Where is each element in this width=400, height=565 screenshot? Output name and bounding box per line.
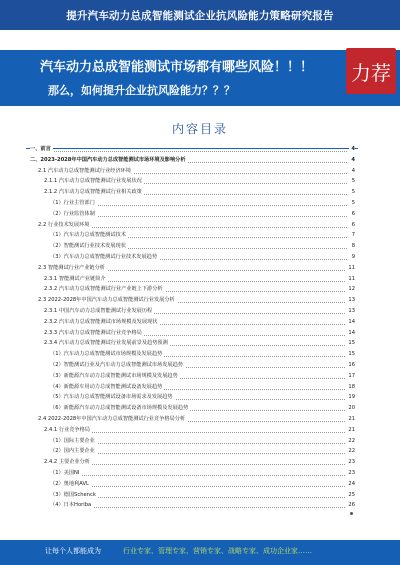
toc-leader-dots <box>50 485 347 487</box>
hero-subheadline: 那么，如何提升企业抗风险能力？？？ <box>48 84 235 97</box>
toc-entry-text: （2）行业监管体制 <box>50 210 95 217</box>
toc-entry-page: 6 <box>351 221 355 228</box>
toc-entry-page: 19 <box>348 394 355 401</box>
toc-entry-text: 2.2 行业技术发展环境 <box>38 221 90 228</box>
toc-entry[interactable] <box>30 480 355 489</box>
toc-entry-page: 14 <box>348 329 355 336</box>
toc-entry-page: 20 <box>348 405 355 412</box>
toc-entry-text: 2.3.2 汽车动力总成智能测试行业产业链上下游分析 <box>44 286 163 293</box>
toc-entry[interactable] <box>30 329 355 338</box>
toc-entry-page: 5 <box>351 200 355 206</box>
toc-entry-text: 二、2023-2028年中国汽车动力总成智能测试市场环境及影响分析 <box>30 156 186 163</box>
table-of-contents <box>30 145 355 520</box>
toc-entry-page: 14 <box>348 318 355 325</box>
toc-entry-text: （4）日本Horiba <box>50 502 92 509</box>
toc-entry-page: 26 <box>348 502 355 509</box>
toc-entry-page: 15 <box>348 351 355 358</box>
report-title: 提升汽车动力总成智能测试企业抗风险能力策略研究报告 <box>66 9 334 22</box>
toc-entry[interactable] <box>30 210 355 219</box>
toc-entry[interactable] <box>30 469 355 478</box>
toc-entry-page: 7 <box>351 232 355 239</box>
toc-entry[interactable] <box>30 350 355 359</box>
toc-entry[interactable] <box>30 285 355 294</box>
toc-entry-text: 一、前言 <box>30 146 51 152</box>
toc-entry-text: 2.4 2022-2028年中国汽车动力总成智能测试行业竞争格局分析 <box>38 416 186 422</box>
toc-entry-text: （2）奥地利AVL <box>50 480 89 487</box>
toc-entry-text: 2.4.1 行业竞争格局 <box>44 426 90 433</box>
toc-entry-page: 25 <box>348 491 355 498</box>
toc-entry[interactable] <box>30 264 355 273</box>
toc-entry-page: 18 <box>348 383 355 390</box>
toc-entry-text: 2.3.2 汽车动力总成智能测试市场规模及发展现状 <box>44 318 158 325</box>
toc-entry-page: 5 <box>351 178 355 185</box>
toc-entry-text: （1）汽车动力总成智能测试技术 <box>50 232 126 239</box>
toc-entry-page: 9 <box>351 254 355 260</box>
toc-entry[interactable] <box>30 167 355 176</box>
toc-entry-text: 2.3.1 智能测试产业链简介 <box>44 275 106 282</box>
toc-entry[interactable] <box>30 231 355 240</box>
toc-entry-page: 22 <box>348 437 355 444</box>
toc-entry-text: 2.1 汽车动力总成智能测试行业经济环境 <box>38 167 131 174</box>
toc-entry[interactable] <box>30 145 355 154</box>
toc-entry-page: 23 <box>348 470 355 476</box>
toc-entry[interactable] <box>30 188 355 197</box>
toc-entry-text: 2.1.2 汽车动力总成智能测试行业相关政策 <box>44 189 142 196</box>
toc-entry-text: 2.3 2022-2028年中国汽车动力总成智能测试行业发展分析 <box>38 297 175 304</box>
toc-entry[interactable] <box>30 415 355 424</box>
toc-entry[interactable] <box>30 177 355 186</box>
toc-entry-page: 4 <box>351 167 355 174</box>
toc-entry-page: 13 <box>348 297 355 304</box>
toc-entry[interactable] <box>30 339 355 348</box>
toc-title: 内容目录 <box>171 122 228 136</box>
footer-tags: 行业专家、管理专家、营销专家、战略专家、成功企业家…… <box>123 547 312 555</box>
toc-entry-text: 2.1.1 汽车动力总成智能测试行业发展状况 <box>44 178 142 185</box>
toc-entry[interactable] <box>30 491 355 500</box>
toc-entry-page: 17 <box>348 372 355 379</box>
toc-entry-text: （1）汽车动力总成智能测试市场规模及发展趋势 <box>50 351 163 358</box>
toc-entry-text: 2.3.1 中国汽车动力总成智能测试行业发展历程 <box>44 308 153 314</box>
toc-entry[interactable] <box>30 404 355 413</box>
toc-entry-text: （1）国际主要企业 <box>50 437 95 444</box>
toc-entry-text: （4）新能源车用动力总成智能测试设备发展趋势 <box>50 383 163 390</box>
toc-entry-text: （1）行业主管部门 <box>50 200 95 206</box>
toc-entry-page: 15 <box>348 340 355 347</box>
toc-entry-text: （2）国内主要企业 <box>50 448 95 455</box>
page-marker <box>350 512 353 515</box>
toc-entry[interactable] <box>30 242 355 251</box>
toc-entry-text: 2.3.4 汽车动力总成智能测试行业发展前景及趋势预测 <box>44 340 168 347</box>
toc-entry-text: （2）智能测试行业技术发展现状 <box>50 243 126 250</box>
toc-entry-page: 11 <box>348 264 355 271</box>
toc-entry-text: （2）智能测试行业及汽车动力总成智能测试市场发展趋势 <box>50 362 183 368</box>
toc-entry[interactable] <box>30 437 355 446</box>
toc-entry-text: （3）汽车动力总成智能测试行业技术发展趋势 <box>50 254 158 260</box>
toc-entry-page: 8 <box>351 243 355 250</box>
toc-entry[interactable] <box>30 361 355 370</box>
toc-entry-page: 16 <box>348 362 355 368</box>
toc-entry-page: 4 <box>351 156 355 163</box>
toc-leader-dots <box>30 150 347 152</box>
toc-entry-page: 5 <box>351 189 355 196</box>
toc-entry-text: （3）德国Schenck <box>50 491 96 498</box>
toc-entry-page: 21 <box>348 416 355 422</box>
toc-entry-page: 24 <box>348 480 355 487</box>
toc-leader-dots <box>50 474 347 476</box>
toc-entry-text: （5）汽车动力总成智能测试设备市场需求及发展趋势 <box>50 394 173 401</box>
toc-entry[interactable] <box>30 318 355 327</box>
toc-entry-page: 6 <box>351 210 355 217</box>
toc-entry[interactable] <box>30 447 355 456</box>
toc-entry[interactable] <box>30 383 355 392</box>
toc-entry-page: 13 <box>348 308 355 314</box>
toc-entry-text: 2.3.3 汽车动力总成智能测试行业竞争格局 <box>44 329 142 336</box>
recommend-badge: 力荐 <box>346 48 396 94</box>
toc-leader-dots <box>50 506 347 508</box>
toc-entry-page: 11 <box>348 275 355 282</box>
toc-entry-page: 21 <box>348 426 355 433</box>
toc-entry-text: （6）新能源汽车动力总成智能测试设备市场规模及发展趋势 <box>50 405 189 412</box>
toc-entry-text: （3）新能源汽车动力总成智能测试市场规模及发展趋势 <box>50 372 178 379</box>
toc-entry-text: 2.3 智能测试行业产业链分析 <box>38 264 105 271</box>
toc-entry[interactable] <box>30 426 355 435</box>
toc-entry[interactable] <box>30 501 355 510</box>
report-title-bar <box>0 0 400 30</box>
toc-entry-text: 2.4.2 主要企业分析 <box>44 459 90 466</box>
toc-entry[interactable] <box>30 393 355 402</box>
toc-entry[interactable] <box>30 221 355 230</box>
hero-headline: 汽车动力总成智能测试市场都有哪些风险！！！ <box>40 60 314 75</box>
toc-entry[interactable] <box>30 275 355 284</box>
toc-entry[interactable] <box>30 458 355 467</box>
toc-entry-page: 12 <box>348 286 355 293</box>
toc-entry-text: （1）美国NI <box>50 470 80 476</box>
toc-entry[interactable] <box>30 296 355 305</box>
toc-entry[interactable] <box>30 307 355 316</box>
toc-entry[interactable] <box>30 156 355 165</box>
toc-entry[interactable] <box>30 253 355 262</box>
footer-slogan: 让每个人都能成为 <box>45 547 101 555</box>
toc-entry[interactable] <box>30 199 355 208</box>
toc-entry-page: 23 <box>348 459 355 466</box>
toc-entry-page: 22 <box>348 448 355 455</box>
toc-entry-page: 4 <box>351 146 355 152</box>
toc-entry[interactable] <box>30 372 355 381</box>
